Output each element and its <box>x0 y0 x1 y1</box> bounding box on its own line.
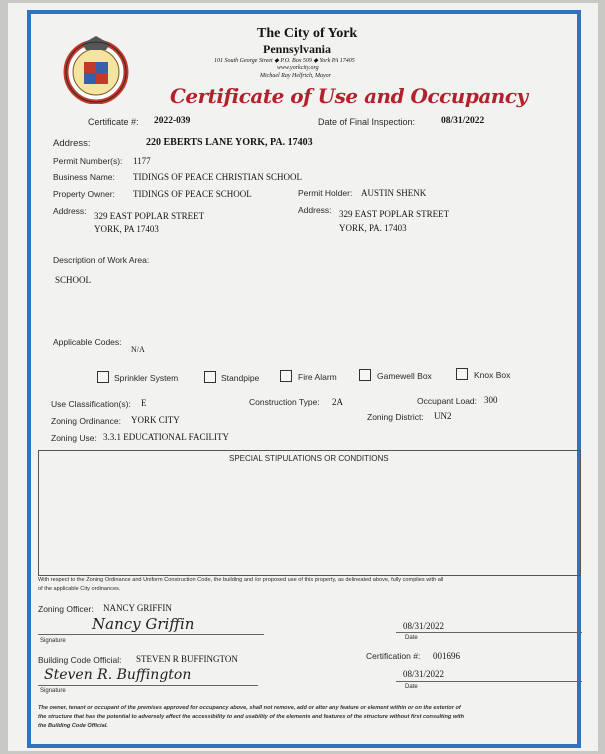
state-name: Pennsylvania <box>263 42 332 56</box>
gamewell-label: Gamewell Box <box>377 371 432 381</box>
building-signature: Steven R. Buffington <box>44 667 192 683</box>
sprinkler-label: Sprinkler System <box>114 373 179 383</box>
city-name: The City of York <box>257 26 358 41</box>
building-date-caption: Date <box>405 684 418 690</box>
zoning-date: 08/31/2022 <box>403 621 445 631</box>
building-signature-line <box>38 685 258 686</box>
city-seal-icon <box>60 32 132 104</box>
certification-label: Certification #: <box>366 651 421 661</box>
zoning-ordinance: YORK CITY <box>131 415 180 425</box>
construction-type: 2A <box>332 397 343 407</box>
compliance-line2: of the applicable City ordinances. <box>38 586 121 592</box>
gamewell-checkbox[interactable] <box>359 369 371 381</box>
building-official-name: STEVEN R BUFFINGTON <box>136 654 238 664</box>
construction-type-label: Construction Type: <box>249 397 320 407</box>
mayor-line: Michael Ray Helfrich, Mayor <box>260 73 331 79</box>
use-classification: E <box>141 398 147 408</box>
footer-line1: The owner, tenant or occupant of the premises approved for occupancy above, shall not remove, add or alter any feature or element within or on the exterior of <box>38 705 461 711</box>
certification-number: 001696 <box>433 651 460 661</box>
codes-value: N/A <box>131 345 145 354</box>
building-signature-caption: Signature <box>40 688 66 694</box>
website: www.yorkcity.org <box>277 65 319 71</box>
building-official-label: Building Code Official: <box>38 655 122 665</box>
owner-address-line1: 329 EAST POPLAR STREET <box>94 211 205 221</box>
permit-number: 1177 <box>133 156 151 166</box>
sprinkler-checkbox[interactable] <box>97 371 109 383</box>
certificate-title: Certificate of Use and Occupancy <box>170 84 528 108</box>
holder-address-label: Address: <box>298 205 332 215</box>
occupant-load-label: Occupant Load: <box>417 396 478 406</box>
address-line: 101 South George Street ◆ P.O. Box 509 ◆ York PA 17405 <box>214 58 355 64</box>
standpipe-checkbox[interactable] <box>204 371 216 383</box>
property-address: 220 EBERTS LANE YORK, PA. 17403 <box>146 137 313 148</box>
owner-label: Property Owner: <box>53 189 115 199</box>
address-label: Address: <box>53 138 91 149</box>
certificate-number: 2022-039 <box>154 116 191 126</box>
zoning-use: 3.3.1 EDUCATIONAL FACILITY <box>103 432 229 442</box>
permit-label: Permit Number(s): <box>53 156 123 166</box>
zoning-date-caption: Date <box>405 635 418 641</box>
fire-alarm-label: Fire Alarm <box>298 372 337 382</box>
knox-box-checkbox[interactable] <box>456 368 468 380</box>
use-classification-label: Use Classification(s): <box>51 399 131 409</box>
zoning-signature-line <box>38 634 264 635</box>
business-label: Business Name: <box>53 172 115 182</box>
occupant-load: 300 <box>484 395 498 405</box>
standpipe-label: Standpipe <box>221 373 260 383</box>
permit-holder: AUSTIN SHENK <box>361 188 427 198</box>
final-inspection-label: Date of Final Inspection: <box>318 117 416 127</box>
knox-box-label: Knox Box <box>474 370 511 380</box>
zoning-district: UN2 <box>434 411 452 421</box>
holder-address-line2: YORK, PA. 17403 <box>339 223 407 233</box>
description-label: Description of Work Area: <box>53 255 150 265</box>
description-value: SCHOOL <box>55 275 92 285</box>
codes-label: Applicable Codes: <box>53 337 122 347</box>
zoning-date-line <box>396 632 582 633</box>
zoning-use-label: Zoning Use: <box>51 433 97 443</box>
footer-line3: the Building Code Official. <box>38 723 108 729</box>
business-name: TIDINGS OF PEACE CHRISTIAN SCHOOL <box>133 172 303 182</box>
fire-alarm-checkbox[interactable] <box>280 370 292 382</box>
property-owner: TIDINGS OF PEACE SCHOOL <box>133 189 252 199</box>
owner-address-line2: YORK, PA 17403 <box>94 224 159 234</box>
stipulations-title: SPECIAL STIPULATIONS OR CONDITIONS <box>229 454 389 463</box>
zoning-district-label: Zoning District: <box>367 412 424 422</box>
building-date: 08/31/2022 <box>403 669 445 679</box>
certificate-number-label: Certificate #: <box>88 117 139 127</box>
owner-address-label: Address: <box>53 206 87 216</box>
final-inspection-date: 08/31/2022 <box>441 116 485 126</box>
zoning-ordinance-label: Zoning Ordinance: <box>51 416 121 426</box>
building-date-line <box>396 681 582 682</box>
footer-line2: the structure that has the potential to adversely affect the accessibility to and usability of the elements and features of the structure without first consulting with <box>38 714 465 720</box>
zoning-signature-caption: Signature <box>40 638 66 644</box>
zoning-officer-label: Zoning Officer: <box>38 604 94 614</box>
stipulations-box <box>38 450 581 576</box>
zoning-officer-name: NANCY GRIFFIN <box>103 603 172 613</box>
holder-address-line1: 329 EAST POPLAR STREET <box>339 209 450 219</box>
zoning-signature: Nancy Griffin <box>92 615 195 633</box>
compliance-line1: With respect to the Zoning Ordinance and Uniform Construction Code, the building and /or proposed use of this property, as delineated above, fully complies with all <box>38 577 444 583</box>
permit-holder-label: Permit Holder: <box>298 188 353 198</box>
